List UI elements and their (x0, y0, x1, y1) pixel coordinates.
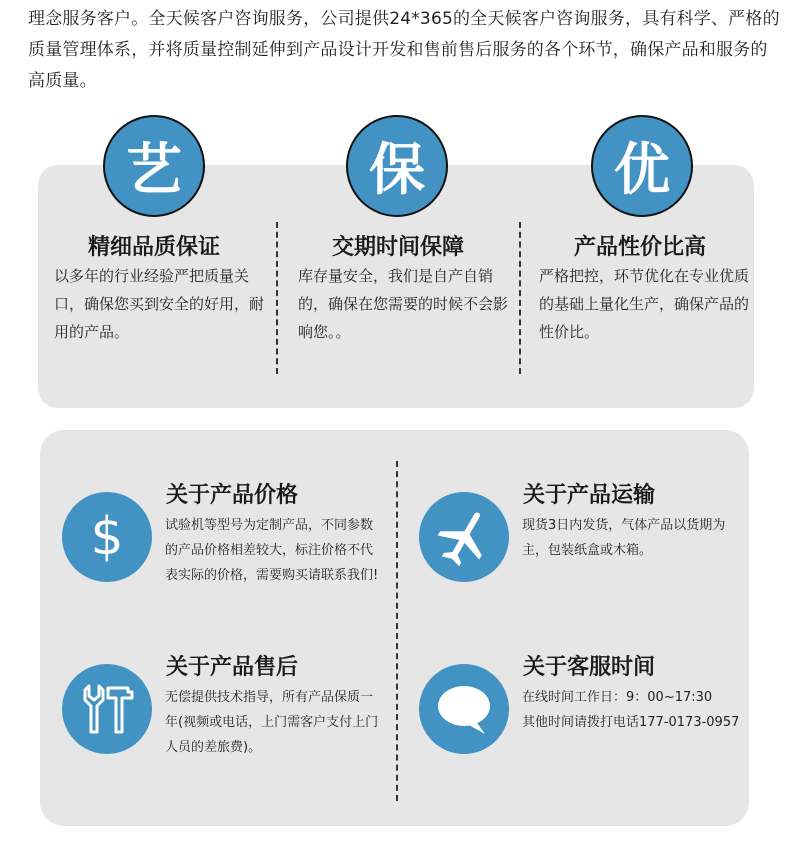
service-text-price: 试验机等型号为定制产品，不同参数的产品价格相差较大，标注价格不代表实际的价格，需要购买请联系我们! (165, 518, 379, 583)
divider (396, 461, 398, 801)
intro-paragraph: 理念服务客户。全天候客户咨询服务，公司提供24*365的全天候客户咨询服务，具有科学、严格的质量管理体系，并将质量控制延伸到产品设计开发和售前售后服务的各个环节，确保产品和服务的高质量。 (28, 9, 780, 91)
divider (519, 222, 521, 374)
feature-title-delivery: 交期时间保障 (331, 235, 464, 260)
service-title-shipping: 关于产品运输 (523, 483, 656, 508)
airplane-icon (419, 492, 509, 582)
feature-title-quality: 精细品质保证 (87, 235, 220, 260)
service-text-shipping: 现货3日内发货，气体产品以货期为主，包装纸盒或木箱。 (522, 518, 726, 558)
chat-bubble-icon (419, 664, 509, 754)
service-text-aftersales: 无偿提供技术指导，所有产品保质一年(视频或电话，上门需客户支付上门人员的差旅费)。 (165, 690, 379, 755)
badge-guarantee: 保 (346, 115, 448, 217)
service-title-aftersales: 关于产品售后 (166, 655, 299, 680)
tools-icon (62, 664, 152, 754)
service-hours-workday: 在线时间工作日：9：00~17:30 (522, 690, 713, 705)
service-title-hours: 关于客服时间 (523, 655, 656, 680)
feature-text-value: 严格把控，环节优化在专业优质的基础上量化生产，确保产品的性价比。 (539, 267, 750, 341)
divider (276, 222, 278, 374)
feature-text-quality: 以多年的行业经验严把质量关口，确保您买到安全的好用，耐用的产品。 (54, 267, 265, 341)
badge-art: 艺 (103, 115, 205, 217)
service-hours-phone: 其他时间请拨打电话177-0173-0957 (522, 715, 740, 730)
dollar-icon (62, 492, 152, 582)
service-title-price: 关于产品价格 (166, 483, 299, 508)
svg-text:$: $ (90, 507, 124, 567)
badge-excellent: 优 (591, 115, 693, 217)
feature-text-delivery: 库存量安全，我们是自产自销的，确保在您需要的时候不会影响您。。 (298, 267, 509, 341)
feature-title-value: 产品性价比高 (573, 235, 706, 260)
